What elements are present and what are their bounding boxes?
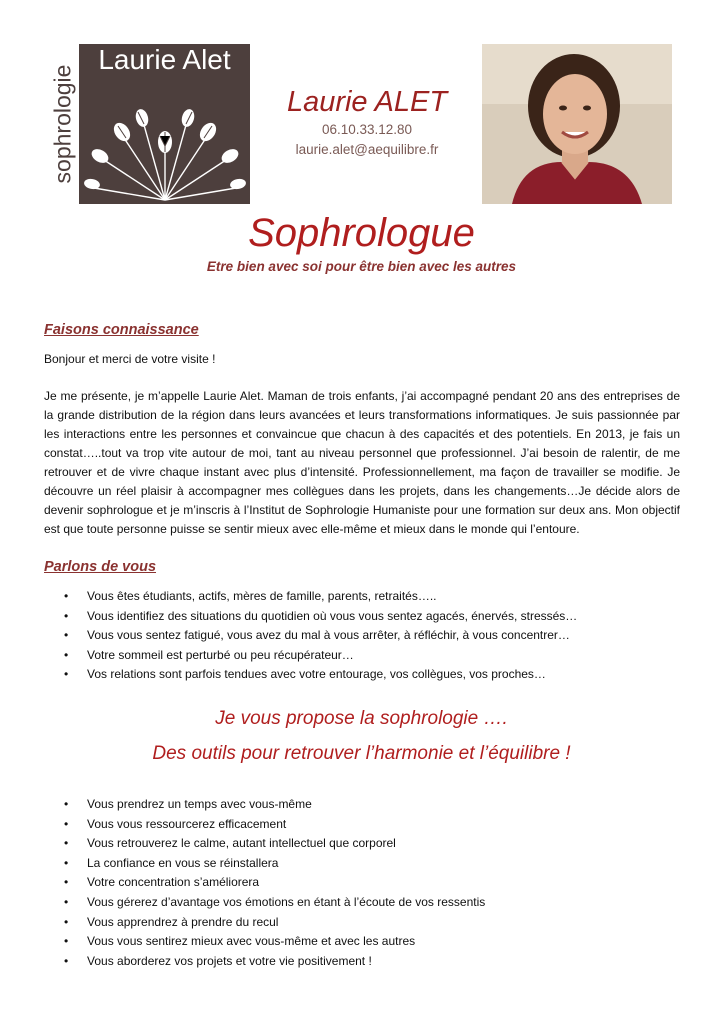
section-heading-about-you: Parlons de vous bbox=[44, 559, 157, 575]
logo-name: Laurie Alet bbox=[98, 44, 231, 75]
list-item: • Votre concentration s’améliorera bbox=[44, 873, 684, 893]
list-item: • Votre sommeil est perturbé ou peu récupérateur… bbox=[44, 646, 684, 666]
dandelion-icon bbox=[84, 80, 246, 202]
list-item: • Vous gérerez d’avantage vos émotions en étant à l’écoute de vos ressentis bbox=[44, 893, 684, 913]
intro-paragraph: Je me présente, je m’appelle Laurie Alet. Maman de trois enfants, j’ai accompagné pendant 20 ans des entreprises de la grande distribution de la région dans leurs avancées et leurs transformations informatiques. Je suis passionnée par les interactions entre les personnes et convaincue que chacun à des capacités et des potentiels. En 2013, je fais un constat…..tout va trop vite autour de moi, tant au niveau personnel que professionnel. J’ai besoin de ralentir, de me retrouver et de vivre chaque instant avec plus d’intensité. Professionnellement, ma façon de travailler se modifie. Je découvre un réel plaisir à accompagner mes collègues dans les projets, dans les changements…Je décide alors de devenir sophrologue et je m’inscris à l’Institut de Sophrologie Humaniste pour une formation sur deux ans. Mon objectif est que toute personne puisse se sentir mieux avec elle-même et mieux dans le monde qui l’entoure. bbox=[44, 389, 680, 536]
logo bbox=[46, 44, 250, 204]
contact-email[interactable]: laurie.alet@aequilibre.fr bbox=[295, 142, 439, 157]
page-title: Sophrologue bbox=[248, 211, 475, 255]
list-item: • Vous vous ressourcerez efficacement bbox=[44, 815, 684, 835]
list-item: • Vous êtes étudiants, actifs, mères de famille, parents, retraités….. bbox=[44, 587, 684, 607]
logo-vertical-text bbox=[46, 44, 80, 204]
portrait-image bbox=[482, 44, 672, 204]
greeting-text: Bonjour et merci de votre visite ! bbox=[44, 352, 216, 366]
list-item: • Vos relations sont parfois tendues avec votre entourage, vos collègues, vos proches… bbox=[44, 665, 684, 685]
list-item: • Vous apprendrez à prendre du recul bbox=[44, 913, 684, 933]
list-item: • La confiance en vous se réinstallera bbox=[44, 854, 684, 874]
proposal-line-2: Des outils pour retrouver l’harmonie et l’équilibre ! bbox=[152, 743, 571, 764]
proposal-line-1: Je vous propose la sophrologie …. bbox=[215, 708, 508, 729]
list-item: • Vous vous sentirez mieux avec vous-même et avec les autres bbox=[44, 932, 684, 952]
list-item: • Vous prendrez un temps avec vous-même bbox=[44, 795, 684, 815]
section-heading-intro: Faisons connaissance bbox=[44, 322, 199, 338]
contact-phone: 06.10.33.12.80 bbox=[321, 122, 413, 137]
logo-vertical-label: sophrologie bbox=[49, 64, 76, 184]
list-item: • Vous retrouverez le calme, autant intellectuel que corporel bbox=[44, 834, 684, 854]
list-item: • Vous identifiez des situations du quotidien où vous vous sentez agacés, énervés, stressés… bbox=[44, 607, 684, 627]
contact-block bbox=[262, 84, 472, 160]
about-you-list bbox=[44, 587, 684, 685]
page-subtitle: Etre bien avec soi pour être bien avec les autres bbox=[206, 259, 517, 274]
portrait-photo bbox=[482, 44, 672, 204]
list-item: • Vous vous sentez fatigué, vous avez du mal à vous arrêter, à réfléchir, à vous concentrer… bbox=[44, 626, 684, 646]
list-item: • Vous aborderez vos projets et votre vie positivement ! bbox=[44, 952, 684, 972]
benefits-list bbox=[44, 795, 684, 971]
contact-name: Laurie ALET bbox=[286, 86, 448, 118]
